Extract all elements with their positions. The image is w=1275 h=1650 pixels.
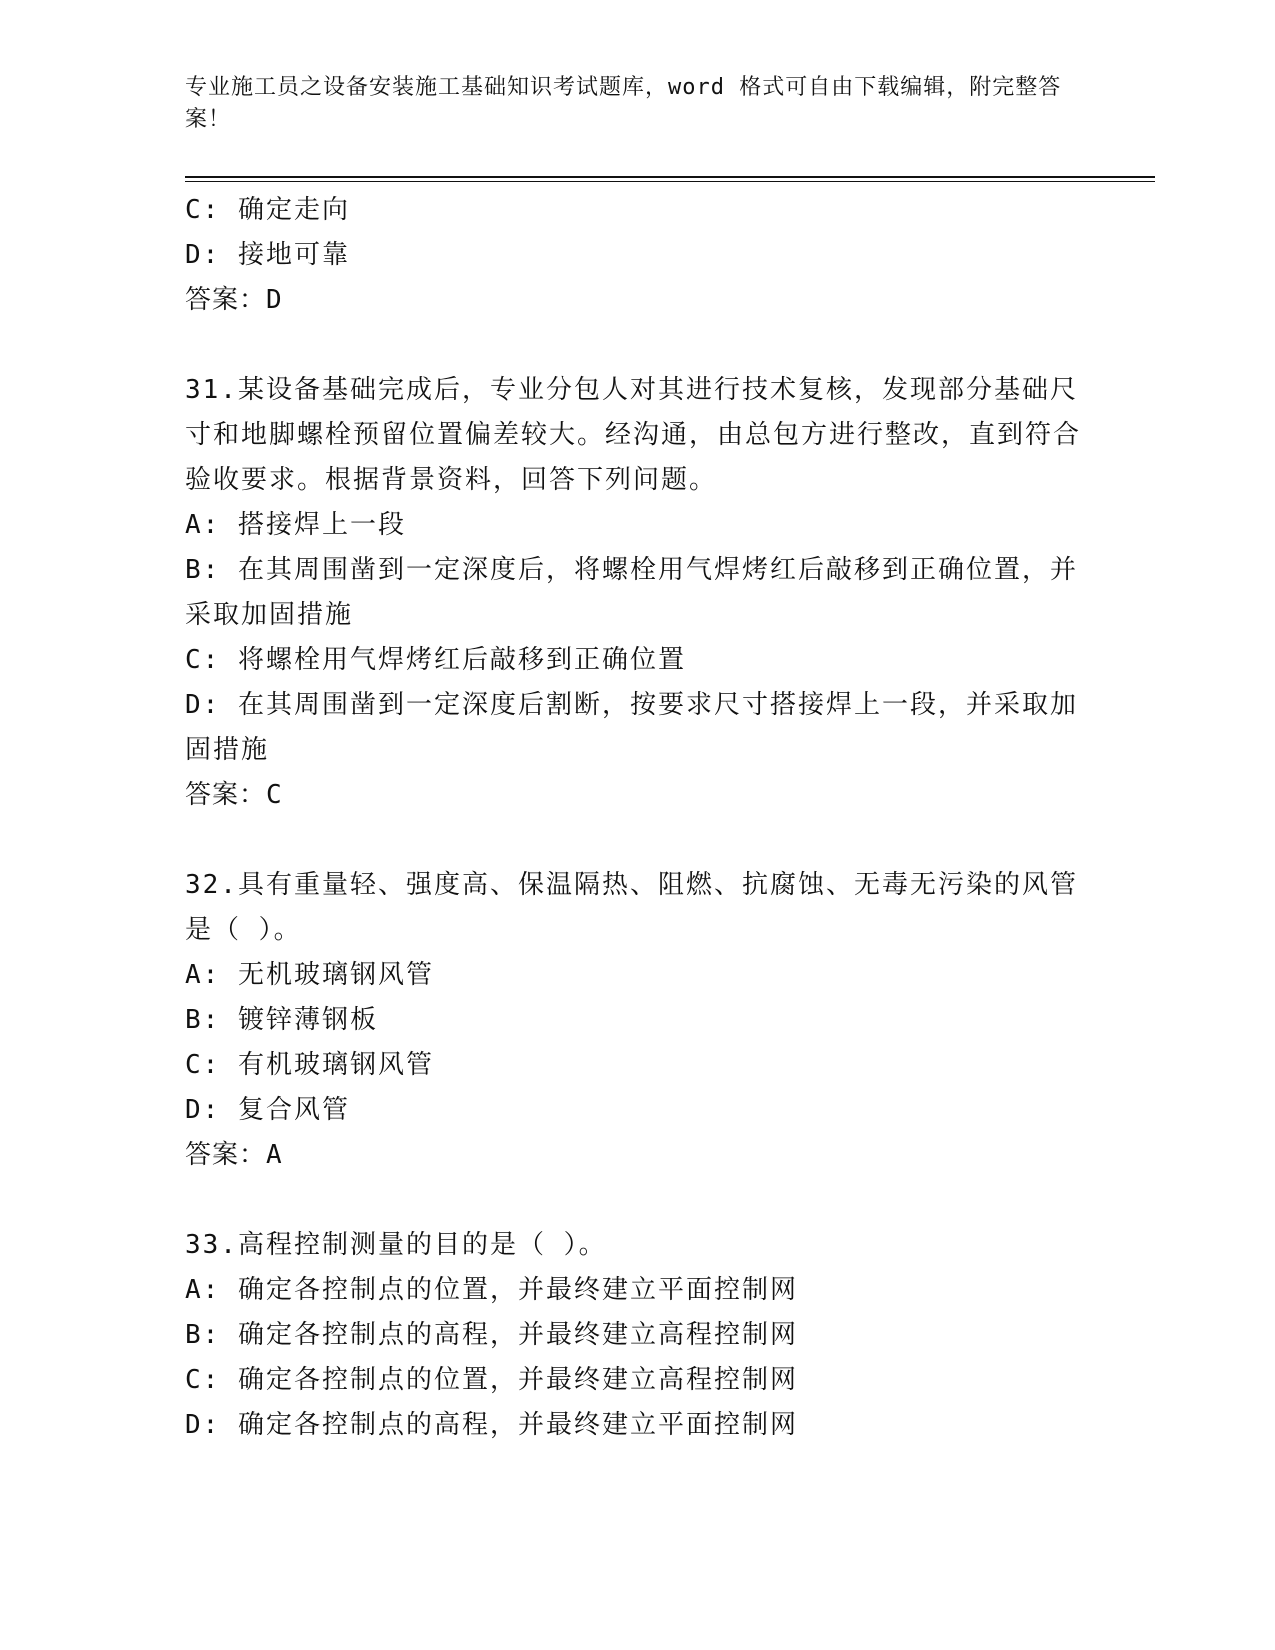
header-divider-thin <box>185 181 1155 182</box>
option-c: C: 有机玻璃钢风管 <box>185 1050 434 1080</box>
question-32 <box>185 863 1085 1178</box>
answer-value: C <box>266 780 283 810</box>
question-text: 33.高程控制测量的目的是（ ）。 <box>185 1230 607 1260</box>
option-c: C: 确定走向 <box>185 195 350 225</box>
answer-label: 答案： <box>185 285 267 315</box>
question-text: 32.具有重量轻、强度高、保温隔热、阻燃、抗腐蚀、无毒无污染的风管是（ ）。 <box>185 870 1078 945</box>
answer-line <box>185 278 1085 323</box>
answer-value: A <box>266 1140 283 1170</box>
option-a: A: 搭接焊上一段 <box>185 510 406 540</box>
page-header: 专业施工员之设备安装施工基础知识考试题库，word 格式可自由下载编辑，附完整答案！ <box>185 75 1062 132</box>
option-b: B: 确定各控制点的高程，并最终建立高程控制网 <box>185 1320 798 1350</box>
option-c: C: 将螺栓用气焊烤红后敲移到正确位置 <box>185 645 686 675</box>
answer-label: 答案： <box>185 1140 267 1170</box>
option-b: B: 在其周围凿到一定深度后，将螺栓用气焊烤红后敲移到正确位置，并采取加固措施 <box>185 555 1078 630</box>
option-c: C: 确定各控制点的位置，并最终建立高程控制网 <box>185 1365 798 1395</box>
answer-value: D <box>266 285 283 315</box>
option-d: D: 接地可靠 <box>185 240 350 270</box>
header-divider-thick <box>185 176 1155 178</box>
document-body <box>185 188 1085 1448</box>
question-33 <box>185 1223 1085 1448</box>
question-text: 31.某设备基础完成后，专业分包人对其进行技术复核，发现部分基础尺寸和地脚螺栓预留位置偏差较大。经沟通，由总包方进行整改，直到符合验收要求。根据背景资料，回答下列问题。 <box>185 375 1082 495</box>
question-31 <box>185 368 1085 818</box>
answer-label: 答案： <box>185 780 267 810</box>
option-a: A: 确定各控制点的位置，并最终建立平面控制网 <box>185 1275 798 1305</box>
option-d: D: 复合风管 <box>185 1095 350 1125</box>
option-b: B: 镀锌薄钢板 <box>185 1005 378 1035</box>
answer-line <box>185 773 1085 818</box>
option-a: A: 无机玻璃钢风管 <box>185 960 434 990</box>
answer-line <box>185 1133 1085 1178</box>
previous-question-tail <box>185 188 1085 323</box>
option-d: D: 确定各控制点的高程，并最终建立平面控制网 <box>185 1410 798 1440</box>
option-d: D: 在其周围凿到一定深度后割断，按要求尺寸搭接焊上一段，并采取加固措施 <box>185 690 1078 765</box>
